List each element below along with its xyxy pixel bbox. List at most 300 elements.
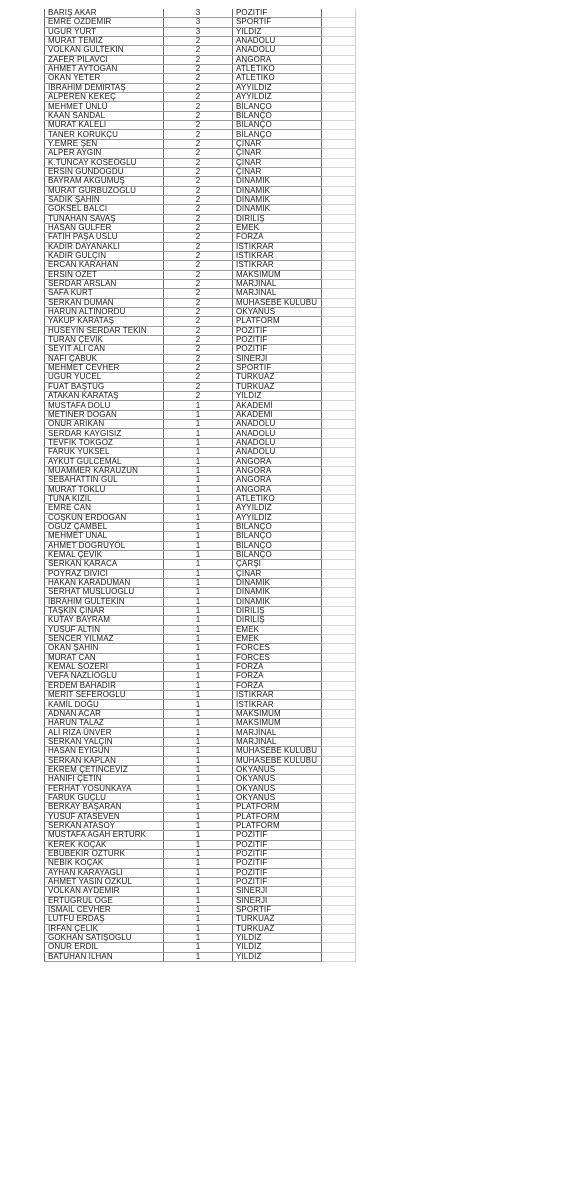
empty-cell <box>322 849 356 858</box>
empty-cell <box>322 429 356 438</box>
table-row <box>45 457 356 466</box>
goal-count-cell: 1 <box>164 934 233 943</box>
empty-cell <box>322 625 356 634</box>
table-row <box>45 691 356 700</box>
empty-cell <box>322 448 356 457</box>
team-name-cell: MUHASEBE KULÜBÜ <box>233 298 322 307</box>
player-name-cell: VEFA NAZLIOĞLU <box>45 672 164 681</box>
table-row <box>45 74 356 83</box>
empty-cell <box>322 756 356 765</box>
table-row <box>45 46 356 55</box>
player-name-cell: SERKAN DUMAN <box>45 298 164 307</box>
team-name-cell: TURKUAZ <box>233 382 322 391</box>
player-name-cell: SERKAN KAPLAN <box>45 756 164 765</box>
player-name-cell: NEBİK KOÇAK <box>45 859 164 868</box>
table-row <box>45 55 356 64</box>
empty-cell <box>322 476 356 485</box>
table-row <box>45 756 356 765</box>
empty-cell <box>322 345 356 354</box>
table-row <box>45 821 356 830</box>
empty-cell <box>322 728 356 737</box>
table-row <box>45 747 356 756</box>
player-name-cell: MURAT KALELİ <box>45 121 164 130</box>
empty-cell <box>322 747 356 756</box>
goal-count-cell: 2 <box>164 130 233 139</box>
goal-count-cell: 2 <box>164 233 233 242</box>
player-goal-table <box>44 9 356 962</box>
player-name-cell: MERİT SEFEROĞLU <box>45 691 164 700</box>
goal-count-cell: 2 <box>164 279 233 288</box>
table-row <box>45 186 356 195</box>
team-name-cell: DİRİLİŞ <box>233 607 322 616</box>
team-name-cell: ÇINAR <box>233 167 322 176</box>
goal-count-cell: 1 <box>164 532 233 541</box>
team-name-cell: EMEK <box>233 223 322 232</box>
goal-count-cell: 2 <box>164 149 233 158</box>
table-row <box>45 635 356 644</box>
empty-cell <box>322 569 356 578</box>
empty-cell <box>322 121 356 130</box>
team-name-cell: SPORTİF <box>233 906 322 915</box>
player-name-cell: SERKAN KARACA <box>45 560 164 569</box>
table-row <box>45 924 356 933</box>
team-name-cell: ÇINAR <box>233 149 322 158</box>
goal-count-cell: 2 <box>164 308 233 317</box>
player-name-cell: KEREK KOÇAK <box>45 840 164 849</box>
empty-cell <box>322 373 356 382</box>
team-name-cell: TURKUAZ <box>233 924 322 933</box>
team-name-cell: YILDIZ <box>233 27 322 36</box>
empty-cell <box>322 457 356 466</box>
player-name-cell: AHMET DOĞRUYOL <box>45 541 164 550</box>
goal-count-cell: 1 <box>164 906 233 915</box>
empty-cell <box>322 522 356 531</box>
team-name-cell: POZİTİF <box>233 831 322 840</box>
team-name-cell: FORZA <box>233 233 322 242</box>
goal-count-cell: 2 <box>164 102 233 111</box>
player-name-cell: KUTAY BAYRAM <box>45 616 164 625</box>
team-name-cell: MUHASEBE KULÜBÜ <box>233 747 322 756</box>
team-name-cell: AKADEMİ <box>233 410 322 419</box>
table-row <box>45 158 356 167</box>
goal-count-cell: 1 <box>164 466 233 475</box>
goal-count-cell: 2 <box>164 65 233 74</box>
goal-count-cell: 1 <box>164 476 233 485</box>
team-name-cell: ANGORA <box>233 485 322 494</box>
player-name-cell: GÖKSEL BALCI <box>45 205 164 214</box>
player-name-cell: KAMİL DOĞU <box>45 700 164 709</box>
table-row <box>45 877 356 886</box>
empty-cell <box>322 261 356 270</box>
team-name-cell: ANGORA <box>233 457 322 466</box>
table-row <box>45 37 356 46</box>
table-row <box>45 410 356 419</box>
table-row <box>45 298 356 307</box>
player-name-cell: MURAT CAN <box>45 653 164 662</box>
team-name-cell: YILDIZ <box>233 392 322 401</box>
goal-count-cell: 1 <box>164 775 233 784</box>
player-name-cell: BATUHAN İLHAN <box>45 952 164 961</box>
team-name-cell: MARJİNAL <box>233 279 322 288</box>
player-name-cell: TANER KORUKÇU <box>45 130 164 139</box>
empty-cell <box>322 223 356 232</box>
player-name-cell: SERKAN YALÇIN <box>45 737 164 746</box>
team-name-cell: DİNAMİK <box>233 195 322 204</box>
goal-count-cell: 1 <box>164 784 233 793</box>
player-name-cell: TUNAHAN SAVAŞ <box>45 214 164 223</box>
table-row <box>45 672 356 681</box>
goal-count-cell: 2 <box>164 354 233 363</box>
team-name-cell: DİRİLİŞ <box>233 214 322 223</box>
empty-cell <box>322 466 356 475</box>
player-name-cell: SAFA KURT <box>45 289 164 298</box>
player-name-cell: K.TUNCAY KÖSEOĞLU <box>45 158 164 167</box>
table-row <box>45 102 356 111</box>
empty-cell <box>322 934 356 943</box>
team-name-cell: DİNAMİK <box>233 588 322 597</box>
team-name-cell: ANGORA <box>233 476 322 485</box>
empty-cell <box>322 653 356 662</box>
empty-cell <box>322 560 356 569</box>
goal-count-cell: 2 <box>164 242 233 251</box>
empty-cell <box>322 541 356 550</box>
team-name-cell: MAKSİMUM <box>233 719 322 728</box>
goal-count-cell: 2 <box>164 223 233 232</box>
team-name-cell: MARJİNAL <box>233 737 322 746</box>
table-row <box>45 93 356 102</box>
goal-count-cell: 1 <box>164 793 233 802</box>
empty-cell <box>322 74 356 83</box>
goal-count-cell: 2 <box>164 345 233 354</box>
player-name-cell: FARUK YÜKSEL <box>45 448 164 457</box>
empty-cell <box>322 270 356 279</box>
player-name-cell: İRFAN ÇELİK <box>45 924 164 933</box>
player-name-cell: MUSTAFA AĞAH ERTÜRK <box>45 831 164 840</box>
table-row <box>45 27 356 36</box>
table-row <box>45 868 356 877</box>
team-name-cell: SPORTİF <box>233 18 322 27</box>
goal-count-cell: 1 <box>164 672 233 681</box>
table-row <box>45 803 356 812</box>
team-name-cell: POZİTİF <box>233 345 322 354</box>
goal-count-cell: 1 <box>164 821 233 830</box>
empty-cell <box>322 177 356 186</box>
table-row <box>45 494 356 503</box>
player-name-cell: HASAN EYİGÜN <box>45 747 164 756</box>
player-name-cell: MEHMET ÜNAL <box>45 532 164 541</box>
table-row <box>45 233 356 242</box>
empty-cell <box>322 167 356 176</box>
team-name-cell: POZİTİF <box>233 326 322 335</box>
team-name-cell: OKYANUS <box>233 308 322 317</box>
table-row <box>45 513 356 522</box>
team-name-cell: BİLANÇO <box>233 130 322 139</box>
player-name-cell: AHMET AYTOĞAN <box>45 65 164 74</box>
player-name-cell: AYKUT GÜLCEMAL <box>45 457 164 466</box>
player-name-cell: SEYİT ALİ CAN <box>45 345 164 354</box>
empty-cell <box>322 943 356 952</box>
team-name-cell: MARJİNAL <box>233 289 322 298</box>
empty-cell <box>322 27 356 36</box>
goal-count-cell: 2 <box>164 326 233 335</box>
player-name-cell: HARUN ALTINORDU <box>45 308 164 317</box>
table-row <box>45 597 356 606</box>
player-name-cell: İSMAİL CEVHER <box>45 906 164 915</box>
table-row <box>45 616 356 625</box>
table-row <box>45 438 356 447</box>
goal-count-cell: 2 <box>164 317 233 326</box>
player-name-cell: BERKAY BAŞARAN <box>45 803 164 812</box>
goal-count-cell: 2 <box>164 270 233 279</box>
goal-count-cell: 1 <box>164 429 233 438</box>
empty-cell <box>322 700 356 709</box>
table-row <box>45 653 356 662</box>
team-name-cell: BİLANÇO <box>233 550 322 559</box>
team-name-cell: POZİTİF <box>233 868 322 877</box>
goal-count-cell: 1 <box>164 737 233 746</box>
player-name-cell: OĞUZ ÇAMBEL <box>45 522 164 531</box>
empty-cell <box>322 9 356 18</box>
empty-cell <box>322 588 356 597</box>
empty-cell <box>322 812 356 821</box>
goal-count-cell: 1 <box>164 952 233 961</box>
player-name-cell: KEMAL ÇEVİK <box>45 550 164 559</box>
player-name-cell: VOLKAN AYDEMİR <box>45 887 164 896</box>
empty-cell <box>322 765 356 774</box>
empty-cell <box>322 336 356 345</box>
team-name-cell: İSTİKRAR <box>233 691 322 700</box>
team-name-cell: DİNAMİK <box>233 597 322 606</box>
table-row <box>45 242 356 251</box>
table-row <box>45 812 356 821</box>
table-row <box>45 588 356 597</box>
table-row <box>45 644 356 653</box>
goal-count-cell: 1 <box>164 691 233 700</box>
empty-cell <box>322 644 356 653</box>
table-row <box>45 569 356 578</box>
team-name-cell: ÇINAR <box>233 569 322 578</box>
table-row <box>45 261 356 270</box>
empty-cell <box>322 317 356 326</box>
player-name-cell: KADİR GÜLÇİN <box>45 251 164 260</box>
goal-count-cell: 1 <box>164 896 233 905</box>
empty-cell <box>322 840 356 849</box>
team-name-cell: AYYILDIZ <box>233 83 322 92</box>
empty-cell <box>322 719 356 728</box>
table-row <box>45 840 356 849</box>
goal-count-cell: 2 <box>164 121 233 130</box>
table-row <box>45 18 356 27</box>
empty-cell <box>322 382 356 391</box>
player-name-cell: İBRAHİM GÜLTEKİN <box>45 597 164 606</box>
player-name-cell: ADNAN ACAR <box>45 709 164 718</box>
team-name-cell: PLATFORM <box>233 821 322 830</box>
team-name-cell: BİLANÇO <box>233 102 322 111</box>
team-name-cell: ANADOLU <box>233 46 322 55</box>
player-name-cell: POYRAZ DİVİCİ <box>45 569 164 578</box>
player-name-cell: METİNER DOĞAN <box>45 410 164 419</box>
team-name-cell: ATLETİKO <box>233 65 322 74</box>
goal-count-cell: 1 <box>164 401 233 410</box>
player-name-cell: ERSİN ÖZET <box>45 270 164 279</box>
table-row <box>45 849 356 858</box>
table-row <box>45 737 356 746</box>
goal-count-cell: 1 <box>164 924 233 933</box>
table-row <box>45 859 356 868</box>
player-name-cell: EKREM ÇETİNCEVİZ <box>45 765 164 774</box>
empty-cell <box>322 401 356 410</box>
player-name-cell: ERDEM BAHADIR <box>45 681 164 690</box>
empty-cell <box>322 803 356 812</box>
goal-count-cell: 2 <box>164 205 233 214</box>
goal-count-cell: 1 <box>164 513 233 522</box>
empty-cell <box>322 158 356 167</box>
table-row <box>45 111 356 120</box>
goal-count-cell: 1 <box>164 915 233 924</box>
table-row <box>45 831 356 840</box>
team-name-cell: EMEK <box>233 625 322 634</box>
table-row <box>45 420 356 429</box>
empty-cell <box>322 186 356 195</box>
empty-cell <box>322 242 356 251</box>
player-name-cell: OKAN YETER <box>45 74 164 83</box>
table-row <box>45 504 356 513</box>
table-row <box>45 448 356 457</box>
empty-cell <box>322 139 356 148</box>
goal-count-cell: 2 <box>164 139 233 148</box>
team-name-cell: PLATFORM <box>233 812 322 821</box>
player-name-cell: BARIŞ AKAR <box>45 9 164 18</box>
empty-cell <box>322 93 356 102</box>
goal-count-cell: 1 <box>164 803 233 812</box>
empty-cell <box>322 55 356 64</box>
table-row <box>45 373 356 382</box>
empty-cell <box>322 279 356 288</box>
table-row <box>45 364 356 373</box>
player-name-cell: YAKUP KARATAŞ <box>45 317 164 326</box>
goal-count-cell: 2 <box>164 195 233 204</box>
empty-cell <box>322 831 356 840</box>
empty-cell <box>322 289 356 298</box>
empty-cell <box>322 550 356 559</box>
empty-cell <box>322 18 356 27</box>
team-name-cell: EMEK <box>233 635 322 644</box>
empty-cell <box>322 681 356 690</box>
goal-count-cell: 1 <box>164 550 233 559</box>
player-name-cell: TAŞKIN ÇINAR <box>45 607 164 616</box>
team-name-cell: AYYILDIZ <box>233 513 322 522</box>
table-row <box>45 354 356 363</box>
table-row <box>45 139 356 148</box>
team-name-cell: MAKSİMUM <box>233 709 322 718</box>
player-name-cell: ATAKAN KARATAŞ <box>45 392 164 401</box>
table-row <box>45 625 356 634</box>
player-name-cell: YUSUF ALTIN <box>45 625 164 634</box>
goal-count-cell: 2 <box>164 214 233 223</box>
goal-count-cell: 2 <box>164 336 233 345</box>
table-row <box>45 121 356 130</box>
empty-cell <box>322 887 356 896</box>
goal-count-cell: 1 <box>164 700 233 709</box>
empty-cell <box>322 896 356 905</box>
goal-count-cell: 1 <box>164 485 233 494</box>
player-name-cell: Y.EMRE ŞEN <box>45 139 164 148</box>
table-row <box>45 906 356 915</box>
player-name-cell: EBUBEKİR ÖZTÜRK <box>45 849 164 858</box>
team-name-cell: FORCES <box>233 653 322 662</box>
goal-count-cell: 1 <box>164 849 233 858</box>
player-name-cell: LÜTFÜ ERDAŞ <box>45 915 164 924</box>
table-row <box>45 887 356 896</box>
team-name-cell: PLATFORM <box>233 803 322 812</box>
team-name-cell: ATLETİKO <box>233 74 322 83</box>
goal-count-cell: 1 <box>164 877 233 886</box>
table-row <box>45 560 356 569</box>
table-row <box>45 522 356 531</box>
empty-cell <box>322 821 356 830</box>
empty-cell <box>322 737 356 746</box>
team-name-cell: İSTİKRAR <box>233 261 322 270</box>
empty-cell <box>322 298 356 307</box>
table-row <box>45 541 356 550</box>
table-row <box>45 952 356 961</box>
table-row <box>45 336 356 345</box>
table-row <box>45 700 356 709</box>
player-name-cell: HAKAN KARADUMAN <box>45 578 164 587</box>
goal-count-cell: 1 <box>164 410 233 419</box>
goal-count-cell: 2 <box>164 289 233 298</box>
player-name-cell: BAYRAM AKGÜMÜŞ <box>45 177 164 186</box>
player-name-cell: VOLKAN GÜLTEKİN <box>45 46 164 55</box>
team-name-cell: BİLANÇO <box>233 121 322 130</box>
player-name-cell: SERKAN ATASOY <box>45 821 164 830</box>
empty-cell <box>322 205 356 214</box>
goal-count-cell: 1 <box>164 887 233 896</box>
player-name-cell: HASAN GÜLFER <box>45 223 164 232</box>
player-name-cell: UĞUR YURT <box>45 27 164 36</box>
table-row <box>45 382 356 391</box>
team-name-cell: DİRİLİŞ <box>233 616 322 625</box>
goal-count-cell: 2 <box>164 186 233 195</box>
empty-cell <box>322 410 356 419</box>
goal-count-cell: 1 <box>164 522 233 531</box>
goal-count-cell: 2 <box>164 74 233 83</box>
goal-count-cell: 1 <box>164 840 233 849</box>
player-name-cell: MURAT GÜRBÜZOĞLU <box>45 186 164 195</box>
player-name-cell: MUSTAFA DOLU <box>45 401 164 410</box>
empty-cell <box>322 485 356 494</box>
team-name-cell: PLATFORM <box>233 317 322 326</box>
player-name-cell: EMRE CAN <box>45 504 164 513</box>
team-name-cell: AYYILDIZ <box>233 504 322 513</box>
table-row <box>45 308 356 317</box>
goal-count-cell: 1 <box>164 812 233 821</box>
player-name-cell: KADİR DAYANAKLI <box>45 242 164 251</box>
empty-cell <box>322 111 356 120</box>
empty-cell <box>322 494 356 503</box>
goal-count-cell: 2 <box>164 46 233 55</box>
team-name-cell: ANADOLU <box>233 438 322 447</box>
empty-cell <box>322 709 356 718</box>
team-name-cell: SİNERJİ <box>233 896 322 905</box>
empty-cell <box>322 65 356 74</box>
table-row <box>45 223 356 232</box>
player-name-cell: MURAT TOKLU <box>45 485 164 494</box>
goal-count-cell: 3 <box>164 18 233 27</box>
team-name-cell: FORCES <box>233 644 322 653</box>
goal-count-cell: 2 <box>164 261 233 270</box>
goal-count-cell: 1 <box>164 709 233 718</box>
